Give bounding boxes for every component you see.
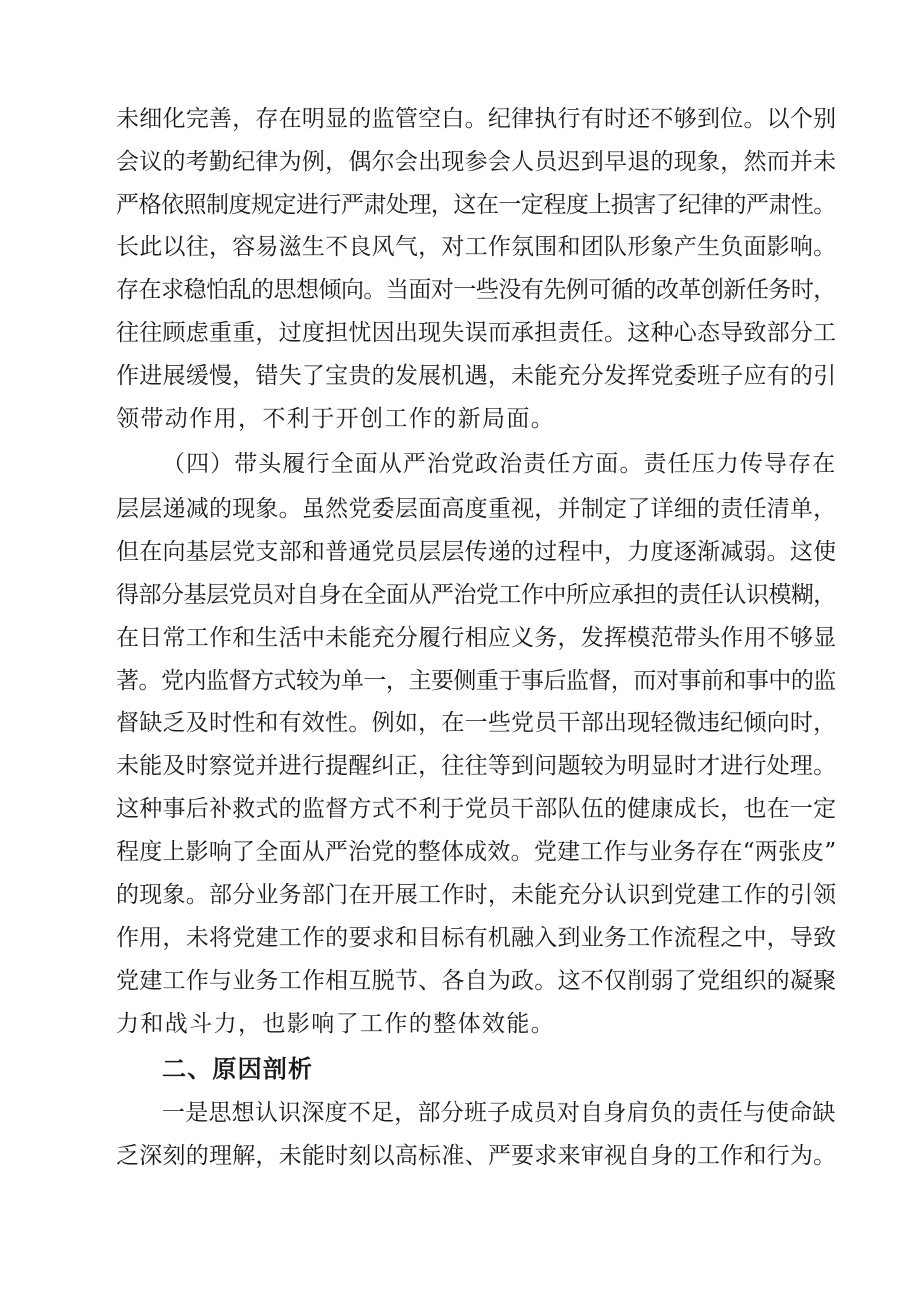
text-line: 督缺乏及时性和有效性。例如，在一些党员干部出现轻微违纪倾向时， xyxy=(116,710,837,736)
text-line: 乏深刻的理解，未能时刻以高标准、严要求来审视自身的工作和行为。 xyxy=(116,1143,837,1169)
text-line: 作进展缓慢，错失了宝贵的发展机遇，未能充分发挥党委班子应有的引 xyxy=(116,363,837,389)
text-line: 著。党内监督方式较为单一，主要侧重于事后监督，而对事前和事中的监 xyxy=(116,668,836,694)
text-line: 层层递减的现象。虽然党委层面高度重视，并制定了详细的责任清单， xyxy=(116,496,837,522)
text-line: 一是思想认识深度不足，部分班子成员对自身肩负的责任与使命缺 xyxy=(162,1100,836,1126)
text-line: 作用，未将党建工作的要求和目标有机融入到业务工作流程之中，导致 xyxy=(116,925,837,951)
text-line: 这种事后补救式的监督方式不利于党员干部队伍的健康成长，也在一定 xyxy=(116,796,837,822)
text-line: 严格依照制度规定进行严肃处理，这在一定程度上损害了纪律的严肃性。 xyxy=(116,192,836,218)
text-line: 程度上影响了全面从严治党的整体成效。党建工作与业务存在“两张皮” xyxy=(116,839,837,865)
section-heading-line: （四）带头履行全面从严治党政治责任方面。责任压力传导存在 xyxy=(162,451,837,477)
text-line: 力和战斗力，也影响了工作的整体效能。 xyxy=(116,1011,556,1037)
text-line: 领带动作用，不利于开创工作的新局面。 xyxy=(116,406,556,432)
text-line: 往往顾虑重重，过度担忧因出现失误而承担责任。这种心态导致部分工 xyxy=(116,320,837,346)
section-heading: 二、原因剖析 xyxy=(162,1055,314,1083)
text-line: 在日常工作和生活中未能充分履行相应义务，发挥模范带头作用不够显 xyxy=(116,625,837,651)
text-line: 会议的考勤纪律为例，偶尔会出现参会人员迟到早退的现象，然而并未 xyxy=(116,149,837,175)
text-line: 未细化完善，存在明显的监管空白。纪律执行有时还不够到位。以个别 xyxy=(116,106,837,132)
text-line: 党建工作与业务工作相互脱节、各自为政。这不仅削弱了党组织的凝聚 xyxy=(116,968,837,994)
text-line: 但在向基层党支部和普通党员层层传递的过程中，力度逐渐减弱。这使 xyxy=(116,539,837,565)
text-line: 的现象。部分业务部门在开展工作时，未能充分认识到党建工作的引领 xyxy=(116,882,837,908)
text-line: 存在求稳怕乱的思想倾向。当面对一些没有先例可循的改革创新任务时， xyxy=(116,277,836,303)
text-line: 未能及时察觉并进行提醒纠正，往往等到问题较为明显时才进行处理。 xyxy=(116,753,837,779)
text-line: 得部分基层党员对自身在全面从严治党工作中所应承担的责任认识模糊， xyxy=(116,582,836,608)
text-line: 长此以往，容易滋生不良风气，对工作氛围和团队形象产生负面影响。 xyxy=(116,234,837,260)
